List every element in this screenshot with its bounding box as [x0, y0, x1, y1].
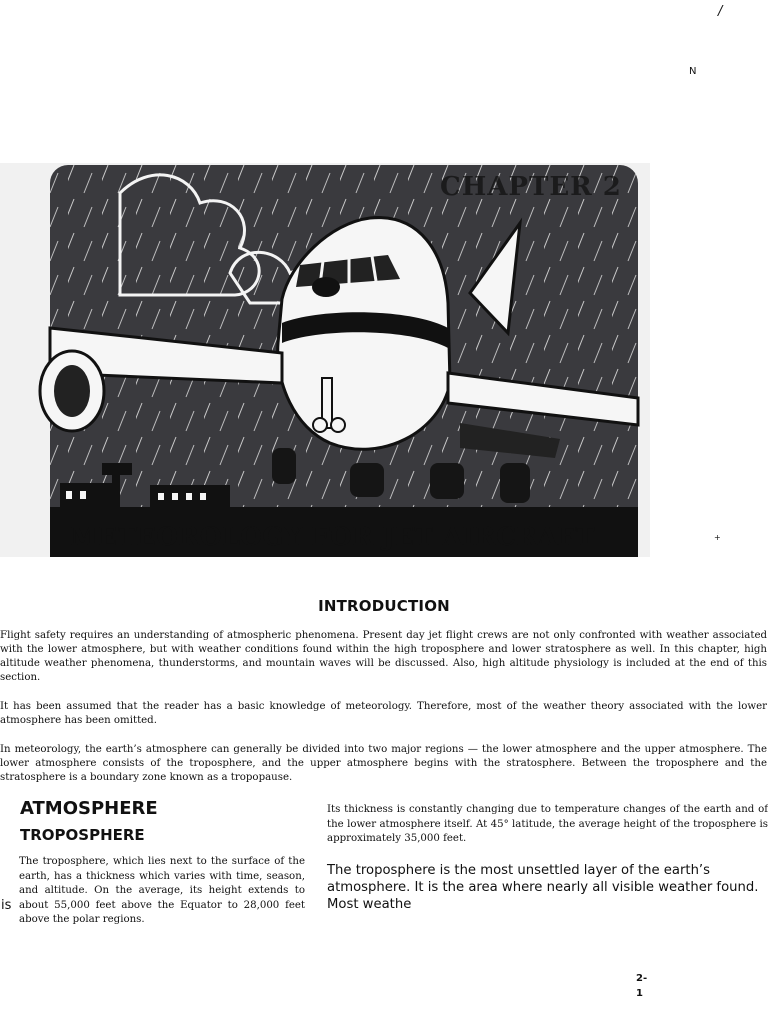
corner-slash-mark: / — [718, 4, 723, 19]
troposphere-paragraph-right: Its thickness is constantly changing due to temperature changes of the earth and of the lower atmosphere itself. At 45° latitude, the average height of the troposphere is approximately 35,000 feet. — [327, 804, 768, 845]
atmosphere-heading: ATMOSPHERE — [20, 798, 158, 819]
troposphere-subheading: TROPOSPHERE — [20, 826, 145, 844]
troposphere-paragraph-large: The troposphere is the most unsettled layer of the earth’s atmosphere. It is the area where nearly all visible weather found. Most weathe — [327, 863, 759, 912]
intro-paragraph-1: Flight safety requires an understanding of atmospheric phenomena. Present day jet flight crews are not only confronted with weather associated with the lower atmosphere, but with weather conditions found within the high troposphere and lower stratosphere as well. In this chapter, high altitude weather phenomena, thunderstorms, and mountain waves will be discussed. Also, high altitude physiology is included at the end of this section. — [0, 630, 767, 683]
introduction-heading: INTRODUCTION — [318, 597, 450, 615]
page-number: 2- 1 — [636, 973, 648, 999]
intro-paragraph-3: In meteorology, the earth’s atmosphere can generally be divided into two major regions — the lower atmosphere and the upper atmosphere. The lower atmosphere consists of the troposphere, and the upper atmosphere begins with the stratosphere. Between the troposphere and the stratosphere is a boundary zone known as a tropopause. — [0, 744, 767, 783]
scan-mark: + — [714, 533, 721, 542]
intro-paragraph-2: It has been assumed that the reader has a basic knowledge of meteorology. Therefore, most of the weather theory associated with the lower atmosphere has been omitted. — [0, 701, 767, 726]
banner-title: METEOROLOGY FOR JET AIRCRAFT — [70, 522, 595, 551]
troposphere-paragraph-left: The troposphere, which lies next to the surface of the earth, has a thickness which varies with time, season, and altitude. On the average, its height extends to about 55,000 feet above the Equator to 28,000 feet above the polar regions. — [19, 856, 305, 926]
orphan-word: is — [1, 898, 12, 913]
chapter-label: CHAPTER 2 — [440, 172, 622, 202]
corner-n-mark: N — [689, 66, 697, 77]
chapter-cover-illustration — [0, 163, 650, 557]
